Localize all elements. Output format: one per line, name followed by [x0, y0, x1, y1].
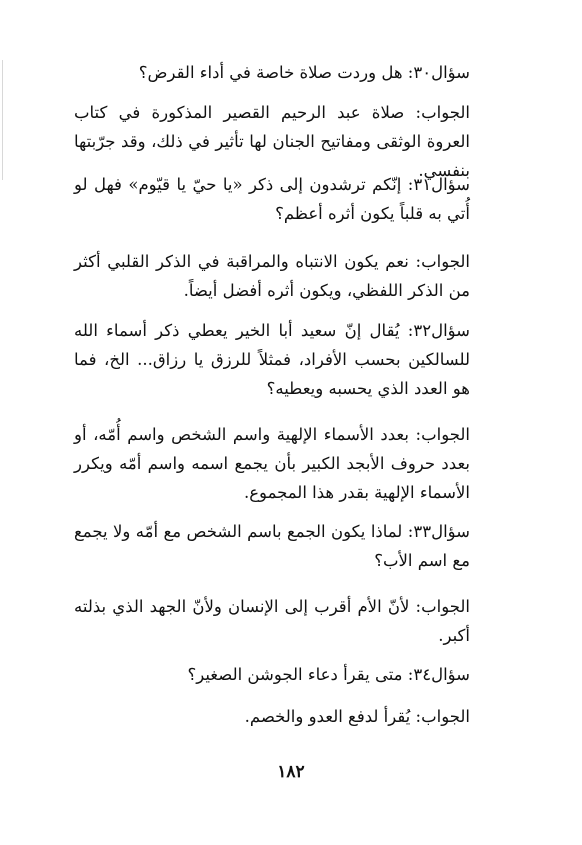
answer-32 — [74, 420, 470, 507]
question-label: سؤال٣٣: — [407, 522, 470, 541]
question-label: سؤال٣٤: — [407, 665, 470, 684]
answer-31 — [74, 247, 470, 305]
question-34 — [150, 660, 470, 689]
question-33 — [74, 517, 470, 575]
answer-text: نعم يكون الانتباه والمراقبة في الذكر القلبي أكثر من الذكر اللفظي، ويكون أثره أفضل أيضاً. — [74, 252, 470, 300]
question-text: متى يقرأ دعاء الجوشن الصغير؟ — [187, 665, 403, 684]
answer-text: بعدد الأسماء الإلهية واسم الشخص واسم أُمّه، أو بعدد حروف الأبجد الكبير بأن يجمع اسمه واسم أمّه ويكرر الأسماء الإلهية بقدر هذا المجموع. — [74, 425, 470, 502]
page-edge-shadow — [2, 60, 3, 180]
question-30 — [74, 58, 470, 87]
question-text: يُقال إنّ سعيد أبا الخير يعطي ذكر أسماء الله للسالكين بحسب الأفراد، فمثلاً للرزق يا رزاق... الخ، فما هو العدد الذي يحسبه ويعطيه؟ — [74, 321, 470, 398]
question-31 — [74, 170, 470, 228]
question-text: إنّكم ترشدون إلى ذكر «يا حيّ يا قيّوم» فهل لو أُتي به قلباً يكون أثره أعظم؟ — [74, 175, 470, 223]
answer-33 — [74, 592, 470, 650]
question-label: سؤال٣٢: — [407, 321, 470, 340]
answer-label: الجواب: — [415, 103, 470, 122]
answer-label: الجواب: — [415, 425, 470, 444]
answer-label: الجواب: — [415, 252, 470, 271]
answer-34 — [150, 702, 470, 731]
question-text: لماذا يكون الجمع باسم الشخص مع أمّه ولا يجمع مع اسم الأب؟ — [74, 522, 470, 570]
answer-text: يُقرأ لدفع العدو والخصم. — [244, 707, 411, 726]
question-text: هل وردت صلاة خاصة في أداء القرض؟ — [138, 63, 403, 82]
question-label: سؤال٣٠: — [407, 63, 470, 82]
answer-label: الجواب: — [415, 707, 470, 726]
question-32 — [74, 316, 470, 403]
page-number: ١٨٢ — [277, 762, 305, 782]
answer-label: الجواب: — [415, 597, 471, 616]
answer-text: لأنّ الأم أقرب إلى الإنسان ولأنّ الجهد الذي بذلته أكبر. — [74, 597, 470, 645]
question-label: سؤال٣١: — [407, 175, 470, 194]
answer-text: صلاة عبد الرحيم القصير المذكورة في كتاب العروة الوثقى ومفاتيح الجنان لها تأثير في ذلك، وقد جرّبتها بنفسي. — [74, 103, 470, 180]
